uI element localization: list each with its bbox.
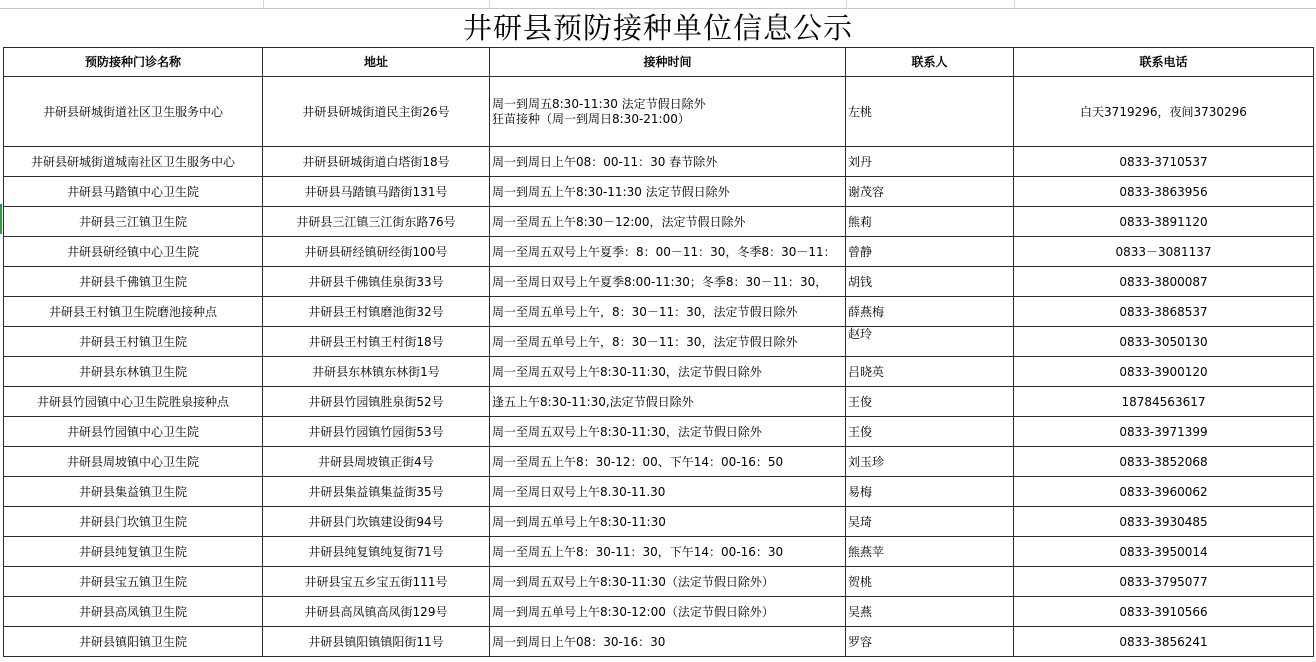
cell-contact[interactable]: 左桃 bbox=[846, 77, 1014, 147]
table-row bbox=[4, 77, 1314, 147]
cell-contact[interactable]: 谢茂容 bbox=[846, 177, 1014, 207]
header-phone[interactable]: 联系电话 bbox=[1014, 48, 1314, 77]
cell-name[interactable]: 井研县门坎镇卫生院 bbox=[4, 507, 263, 537]
cell-time[interactable]: 周一至周日双号上午8.30-11.30 bbox=[490, 477, 846, 507]
cell-phone[interactable]: 0833-3800087 bbox=[1014, 267, 1314, 297]
vaccination-units-table bbox=[3, 47, 1314, 657]
cell-time-line2: 狂苗接种（周一到周日8:30-21:00） bbox=[492, 111, 690, 126]
header-row bbox=[4, 48, 1314, 77]
cell-phone[interactable]: 0833-3863956 bbox=[1014, 177, 1314, 207]
cell-time[interactable]: 周一到周五上午8:30-11:30 法定节假日除外 bbox=[490, 177, 846, 207]
cell-time[interactable]: 周一至周五上午8：30-12：00、下午14：00-16：50 bbox=[490, 447, 846, 477]
cell-name[interactable]: 井研县千佛镇卫生院 bbox=[4, 267, 263, 297]
cell-contact[interactable]: 刘玉珍 bbox=[846, 447, 1014, 477]
cell-time[interactable]: 周一到周五单号上午8:30-12:00（法定节假日除外） bbox=[490, 597, 846, 627]
cell-name[interactable]: 井研县高凤镇卫生院 bbox=[4, 597, 263, 627]
cell-contact[interactable]: 吕晓英 bbox=[846, 357, 1014, 387]
table-row bbox=[4, 477, 1314, 507]
cell-time-line1: 周一到周五8:30-11:30 法定节假日除外 bbox=[492, 96, 706, 111]
table-row bbox=[4, 567, 1314, 597]
cell-contact[interactable]: 吴燕 bbox=[846, 597, 1014, 627]
cell-phone[interactable]: 0833-3891120 bbox=[1014, 207, 1314, 237]
table-row bbox=[4, 237, 1314, 267]
cell-contact[interactable]: 吴琦 bbox=[846, 507, 1014, 537]
header-time[interactable]: 接种时间 bbox=[490, 48, 846, 77]
cell-address[interactable]: 井研县纯复镇纯复街71号 bbox=[263, 537, 490, 567]
cell-address[interactable]: 井研县王村镇磨池街32号 bbox=[263, 297, 490, 327]
cell-name[interactable]: 井研县周坡镇中心卫生院 bbox=[4, 447, 263, 477]
cell-contact[interactable]: 曾静 bbox=[846, 237, 1014, 267]
cell-time[interactable]: 周一至周五双号上午8:30-11:30，法定节假日除外 bbox=[490, 357, 846, 387]
cell-contact[interactable]: 胡钱 bbox=[846, 267, 1014, 297]
cell-time[interactable]: 周一至周五单号上午，8：30－11：30，法定节假日除外 bbox=[490, 297, 846, 327]
cell-address[interactable]: 井研县集益镇集益街35号 bbox=[263, 477, 490, 507]
cell-contact[interactable]: 贺桃 bbox=[846, 567, 1014, 597]
cell-name[interactable]: 井研县三江镇卫生院 bbox=[4, 207, 263, 237]
cell-time[interactable]: 周一到周日上午08：00-11：30 春节除外 bbox=[490, 147, 846, 177]
header-address[interactable]: 地址 bbox=[263, 48, 490, 77]
cell-name[interactable]: 井研县王村镇卫生院磨池接种点 bbox=[4, 297, 263, 327]
cell-time[interactable]: 周一到周五双号上午8:30-11:30（法定节假日除外） bbox=[490, 567, 846, 597]
cell-phone[interactable]: 0833-3852068 bbox=[1014, 447, 1314, 477]
table-row bbox=[4, 627, 1314, 657]
cell-contact[interactable]: 赵玲 bbox=[846, 327, 1014, 357]
table-row bbox=[4, 537, 1314, 567]
cell-name[interactable]: 井研县竹园镇中心卫生院胜泉接种点 bbox=[4, 387, 263, 417]
cell-name[interactable]: 井研县马踏镇中心卫生院 bbox=[4, 177, 263, 207]
cell-address[interactable]: 井研县高凤镇高凤街129号 bbox=[263, 597, 490, 627]
cell-contact[interactable]: 易梅 bbox=[846, 477, 1014, 507]
cell-address[interactable]: 井研县研城街道民主街26号 bbox=[263, 77, 490, 147]
cell-address[interactable]: 井研县竹园镇胜泉街52号 bbox=[263, 387, 490, 417]
cell-name[interactable]: 井研县研城街道社区卫生服务中心 bbox=[4, 77, 263, 147]
table-row bbox=[4, 597, 1314, 627]
cell-phone[interactable]: 0833-3710537 bbox=[1014, 147, 1314, 177]
cell-phone[interactable]: 0833-3950014 bbox=[1014, 537, 1314, 567]
cell-address[interactable]: 井研县马踏镇马踏街131号 bbox=[263, 177, 490, 207]
cell-address[interactable]: 井研县研城街道白塔街18号 bbox=[263, 147, 490, 177]
cell-address[interactable]: 井研县三江镇三江街东路76号 bbox=[263, 207, 490, 237]
cell-phone[interactable]: 0833－3081137 bbox=[1014, 237, 1314, 267]
table-row bbox=[4, 207, 1314, 237]
cell-time[interactable]: 周一到周日上午08：30-16：30 bbox=[490, 627, 846, 657]
table-row bbox=[4, 447, 1314, 477]
cell-time[interactable]: 逢五上午8:30-11:30,法定节假日除外 bbox=[490, 387, 846, 417]
cell-address[interactable]: 井研县研经镇研经街100号 bbox=[263, 237, 490, 267]
cell-phone[interactable]: 0833-3856241 bbox=[1014, 627, 1314, 657]
cell-time[interactable]: 周一至周五双号上午8:30-11:30，法定节假日除外 bbox=[490, 417, 846, 447]
column-separator-strip bbox=[0, 0, 1316, 8]
cell-contact[interactable]: 熊莉 bbox=[846, 207, 1014, 237]
cell-address[interactable]: 井研县王村镇王村街18号 bbox=[263, 327, 490, 357]
cell-time[interactable]: 周一至周五上午8：30-11：30，下午14：00-16：30 bbox=[490, 537, 846, 567]
cell-contact[interactable]: 王俊 bbox=[846, 387, 1014, 417]
cell-phone[interactable]: 0833-3971399 bbox=[1014, 417, 1314, 447]
cell-contact[interactable]: 熊燕苹 bbox=[846, 537, 1014, 567]
table-row bbox=[4, 417, 1314, 447]
cell-address[interactable]: 井研县千佛镇佳泉街33号 bbox=[263, 267, 490, 297]
header-name[interactable]: 预防接种门诊名称 bbox=[4, 48, 263, 77]
cell-phone[interactable]: 18784563617 bbox=[1014, 387, 1314, 417]
cell-contact[interactable]: 罗容 bbox=[846, 627, 1014, 657]
cell-contact[interactable]: 刘丹 bbox=[846, 147, 1014, 177]
cell-phone[interactable]: 0833-3868537 bbox=[1014, 297, 1314, 327]
cell-phone[interactable]: 0833-3960062 bbox=[1014, 477, 1314, 507]
cell-time[interactable]: 周一至周日双号上午夏季8:00-11:30；冬季8：30－11：30， bbox=[490, 267, 846, 297]
cell-name[interactable]: 井研县镇阳镇卫生院 bbox=[4, 627, 263, 657]
cell-name[interactable]: 井研县宝五镇卫生院 bbox=[4, 567, 263, 597]
cell-phone[interactable]: 0833-3900120 bbox=[1014, 357, 1314, 387]
cell-contact[interactable]: 王俊 bbox=[846, 417, 1014, 447]
table-row bbox=[4, 267, 1314, 297]
table-row bbox=[4, 507, 1314, 537]
cell-phone[interactable]: 0833-3795077 bbox=[1014, 567, 1314, 597]
cell-name[interactable]: 井研县纯复镇卫生院 bbox=[4, 537, 263, 567]
table-row bbox=[4, 147, 1314, 177]
cell-address[interactable]: 井研县周坡镇正街4号 bbox=[263, 447, 490, 477]
cell-time[interactable]: 周一至周五上午8:30－12:00，法定节假日除外 bbox=[490, 207, 846, 237]
cell-address[interactable]: 井研县宝五乡宝五街111号 bbox=[263, 567, 490, 597]
cell-phone[interactable]: 0833-3910566 bbox=[1014, 597, 1314, 627]
title-row[interactable] bbox=[0, 8, 1316, 48]
cell-address[interactable]: 井研县竹园镇竹园街53号 bbox=[263, 417, 490, 447]
cell-marker bbox=[0, 204, 2, 234]
cell-time[interactable]: 周一到周五单号上午8:30-11:30 bbox=[490, 507, 846, 537]
cell-name[interactable]: 井研县集益镇卫生院 bbox=[4, 477, 263, 507]
table-row bbox=[4, 177, 1314, 207]
cell-address[interactable]: 井研县镇阳镇镇阳街11号 bbox=[263, 627, 490, 657]
cell-time[interactable] bbox=[490, 77, 846, 147]
cell-phone[interactable]: 0833-3050130 bbox=[1014, 327, 1314, 357]
table-row bbox=[4, 327, 1314, 357]
table-row bbox=[4, 297, 1314, 327]
cell-address[interactable]: 井研县门坎镇建设街94号 bbox=[263, 507, 490, 537]
cell-address[interactable]: 井研县东林镇东林街1号 bbox=[263, 357, 490, 387]
table-row bbox=[4, 387, 1314, 417]
cell-phone[interactable]: 白天3719296，夜间3730296 bbox=[1014, 77, 1314, 147]
header-contact[interactable]: 联系人 bbox=[846, 48, 1014, 77]
cell-name[interactable]: 井研县研经镇中心卫生院 bbox=[4, 237, 263, 267]
cell-time[interactable]: 周一至周五单号上午，8：30－11：30，法定节假日除外 bbox=[490, 327, 846, 357]
table-row bbox=[4, 357, 1314, 387]
cell-name[interactable]: 井研县竹园镇中心卫生院 bbox=[4, 417, 263, 447]
cell-name[interactable]: 井研县研城街道城南社区卫生服务中心 bbox=[4, 147, 263, 177]
cell-phone[interactable]: 0833-3930485 bbox=[1014, 507, 1314, 537]
cell-name[interactable]: 井研县东林镇卫生院 bbox=[4, 357, 263, 387]
cell-time[interactable]: 周一至周五双号上午夏季：8：00－11：30，冬季8：30－11： bbox=[490, 237, 846, 267]
page-title: 井研县预防接种单位信息公示 bbox=[462, 11, 853, 45]
cell-contact[interactable]: 薛燕梅 bbox=[846, 297, 1014, 327]
cell-name[interactable]: 井研县王村镇卫生院 bbox=[4, 327, 263, 357]
